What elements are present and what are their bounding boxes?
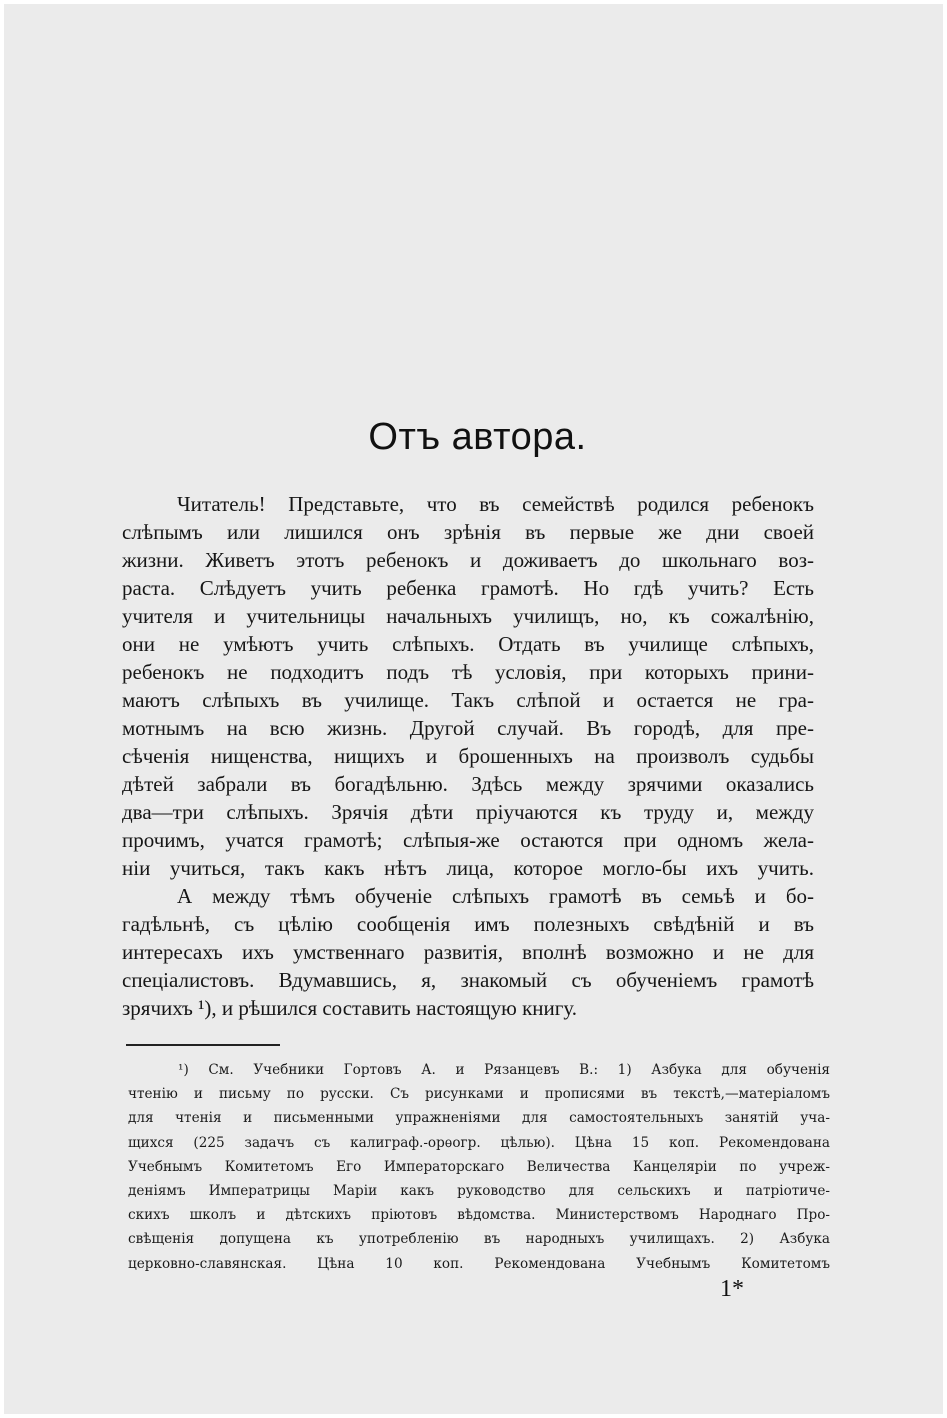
- text-line: раста. Слѣдуетъ учить ребенка грамотѣ. Но гдѣ учить? Есть: [122, 576, 814, 600]
- text-line: прочимъ, учатся грамотѣ; слѣпыя-же остаются при одномъ жела-: [122, 828, 814, 852]
- text-line: два—три слѣпыхъ. Зрячія дѣти пріучаются къ труду и, между: [122, 800, 814, 824]
- text-line: маютъ слѣпыхъ въ училище. Такъ слѣпой и остается не гра-: [122, 688, 814, 712]
- text-line: спеціалистовъ. Вдумавшись, я, знакомый съ обученіемъ грамотѣ: [122, 968, 814, 992]
- text-line: ніи учиться, такъ какъ нѣтъ лица, которое могло-бы ихъ учить.: [122, 856, 814, 880]
- text-line: слѣпымъ или лишился онъ зрѣнія въ первые же дни своей: [122, 520, 814, 544]
- footnote-line: чтенію и письму по русски. Съ рисунками и прописями въ текстѣ,—матеріаломъ: [128, 1086, 830, 1103]
- footnote-line: деніямъ Императрицы Маріи какъ руководство для сельскихъ и патріотиче-: [128, 1182, 830, 1199]
- text-line: учителя и учительницы начальныхъ училищъ, но, къ сожалѣнію,: [122, 604, 814, 628]
- body-text: [122, 490, 814, 1022]
- footnote-line: для чтенія и письменными упражненіями для самостоятельныхъ занятій уча-: [128, 1110, 830, 1127]
- text-line: мотнымъ на всю жизнь. Другой случай. Въ городѣ, для пре-: [122, 716, 814, 740]
- footnote-divider: [126, 1044, 280, 1046]
- footnote-line: церковно-славянская. Цѣна 10 коп. Рекомендована Учебнымъ Комитетомъ: [128, 1255, 830, 1272]
- footnote-line: скихъ школъ и дѣтскихъ пріютовъ вѣдомства. Министерствомъ Народнаго Про-: [128, 1207, 830, 1224]
- footnote-line: ¹) См. Учебники Гортовъ А. и Рязанцевъ В.: 1) Азбука для обученія: [178, 1062, 830, 1078]
- footnote-line: щихся (225 задачъ съ калиграф.-орѳогр. цѣлью). Цѣна 15 коп. Рекомендована: [128, 1134, 830, 1151]
- footnote: [128, 1058, 830, 1276]
- text-line: они не умѣютъ учить слѣпыхъ. Отдать въ училище слѣпыхъ,: [122, 632, 814, 656]
- book-page: [4, 4, 943, 1414]
- text-line: А между тѣмъ обученіе слѣпыхъ грамотѣ въ семьѣ и бо-: [177, 884, 814, 908]
- footnote-line: Учебнымъ Комитетомъ Его Императорскаго Величества Канцеляріи по учреж-: [128, 1158, 830, 1175]
- text-line: гадѣльнѣ, съ цѣлію сообщенія имъ полезныхъ свѣдѣній и въ: [122, 912, 814, 936]
- text-line: ребенокъ не подходитъ подъ тѣ условія, при которыхъ прини-: [122, 660, 814, 684]
- text-line: зрячихъ ¹), и рѣшился составить настоящую книгу.: [122, 996, 578, 1020]
- page-title: Отъ автора.: [368, 416, 587, 458]
- text-line: Читатель! Представьте, что въ семействѣ родился ребенокъ: [177, 492, 814, 516]
- text-line: интересахъ ихъ умственнаго развитія, вполнѣ возможно и не для: [122, 940, 814, 964]
- page-number: 1*: [720, 1276, 744, 1302]
- footnote-line: свѣщенія допущена къ употребленію въ народныхъ училищахъ. 2) Азбука: [128, 1231, 830, 1248]
- text-line: дѣтей забрали въ богадѣльню. Здѣсь между зрячими оказались: [122, 772, 814, 796]
- text-line: жизни. Живетъ этотъ ребенокъ и доживаетъ до школьнаго воз-: [122, 548, 814, 572]
- text-line: сѣченія нищенства, нищихъ и брошенныхъ на произволъ судьбы: [122, 744, 814, 768]
